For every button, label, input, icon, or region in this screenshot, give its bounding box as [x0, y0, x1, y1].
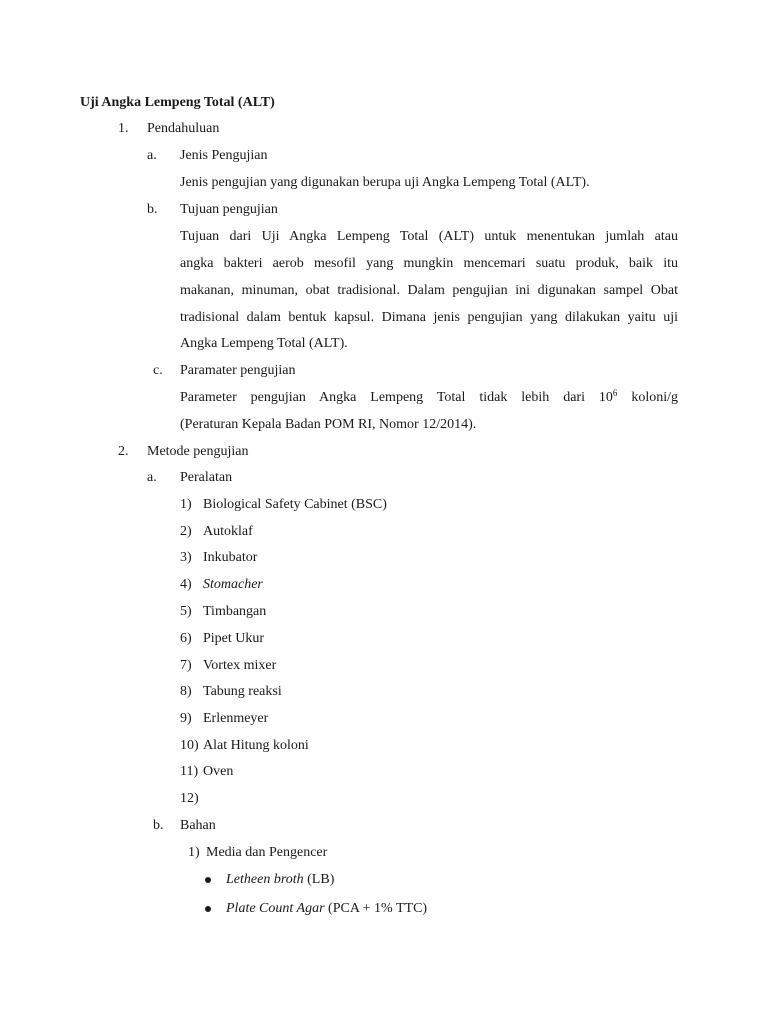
materials-bullet-rest: (PCA + 1% TTC): [324, 901, 428, 916]
equipment-item-text: [203, 576, 263, 594]
section-2b-marker: b.: [153, 818, 164, 833]
equipment-item-number: 9): [180, 711, 192, 726]
section-1c-heading: Paramater pengujian: [180, 363, 296, 378]
bullet-dot: [205, 906, 211, 912]
equipment-item-text: Tabung reaksi: [203, 684, 282, 699]
bullet-dot: [205, 877, 211, 883]
section-1-heading: Pendahuluan: [147, 121, 220, 136]
section-2a-marker: a.: [147, 470, 157, 485]
section-1c-line-1-after: koloni/g: [617, 390, 678, 405]
equipment-item-text: Autoklaf: [203, 524, 253, 539]
section-2-heading: Metode pengujian: [147, 444, 249, 459]
section-1c-line-2: (Peraturan Kepala Badan POM RI, Nomor 12/2014).: [180, 417, 477, 432]
equipment-item-text: Biological Safety Cabinet (BSC): [203, 497, 387, 512]
equipment-item-number: 2): [180, 524, 192, 539]
equipment-item-number: 4): [180, 577, 192, 592]
section-1b-marker: b.: [147, 202, 158, 217]
equipment-item-number: 6): [180, 631, 192, 646]
section-1b-line-2: angka bakteri aerob mesofil yang mungkin mencemari suatu produk, baik itu: [180, 256, 678, 271]
equipment-item-number: 12): [180, 791, 199, 806]
materials-sub-heading: Media dan Pengencer: [206, 845, 328, 860]
materials-bullet-item: [226, 871, 334, 889]
equipment-item-text: Inkubator: [203, 550, 258, 565]
section-1c-exponent: 6: [612, 388, 618, 398]
section-1b-line-3: makanan, minuman, obat tradisional. Dalam pengujian ini digunakan sampel Obat: [180, 283, 678, 298]
equipment-item-text: Pipet Ukur: [203, 631, 265, 646]
section-1-number: 1.: [118, 121, 129, 136]
section-1a-text: Jenis pengujian yang digunakan berupa uji Angka Lempeng Total (ALT).: [180, 175, 590, 190]
materials-bullet-italic: Letheen broth: [226, 872, 304, 887]
section-1b-line-4: tradisional dalam bentuk kapsul. Dimana jenis pengujian yang dilakukan yaitu uji: [180, 310, 678, 325]
section-1c-line-1-before: Parameter pengujian Angka Lempeng Total tidak lebih dari 10: [180, 390, 613, 405]
materials-sub-number: 1): [188, 845, 200, 860]
section-2a-heading: Peralatan: [180, 470, 233, 485]
equipment-item-text: Erlenmeyer: [203, 711, 269, 726]
equipment-item-text: Vortex mixer: [203, 658, 277, 673]
section-2-number: 2.: [118, 444, 129, 459]
equipment-item-number: 10): [180, 738, 199, 753]
equipment-item-number: 11): [180, 764, 199, 779]
equipment-item-text: Timbangan: [203, 604, 267, 619]
section-1b-heading: Tujuan pengujian: [180, 202, 278, 217]
equipment-item-italic: Stomacher: [203, 577, 263, 592]
equipment-item-text: Oven: [203, 764, 234, 779]
equipment-item-number: 1): [180, 497, 192, 512]
section-2b-heading: Bahan: [180, 818, 216, 833]
section-1c-marker: c.: [153, 363, 163, 378]
materials-bullet-item: [226, 900, 427, 918]
section-1a-heading: Jenis Pengujian: [180, 148, 268, 163]
equipment-item-number: 7): [180, 658, 192, 673]
document-title: Uji Angka Lempeng Total (ALT): [80, 95, 275, 110]
materials-bullet-italic: Plate Count Agar: [226, 901, 325, 916]
equipment-item-text: Alat Hitung koloni: [203, 738, 309, 753]
equipment-item-number: 3): [180, 550, 192, 565]
equipment-item-number: 5): [180, 604, 192, 619]
equipment-item-number: 8): [180, 684, 192, 699]
section-1b-line-5: Angka Lempeng Total (ALT).: [180, 336, 348, 351]
section-1b-line-1: Tujuan dari Uji Angka Lempeng Total (ALT) untuk menentukan jumlah atau: [180, 229, 678, 244]
materials-bullet-rest: (LB): [303, 872, 335, 887]
section-1a-marker: a.: [147, 148, 157, 163]
section-1c-line-1: [180, 389, 678, 407]
